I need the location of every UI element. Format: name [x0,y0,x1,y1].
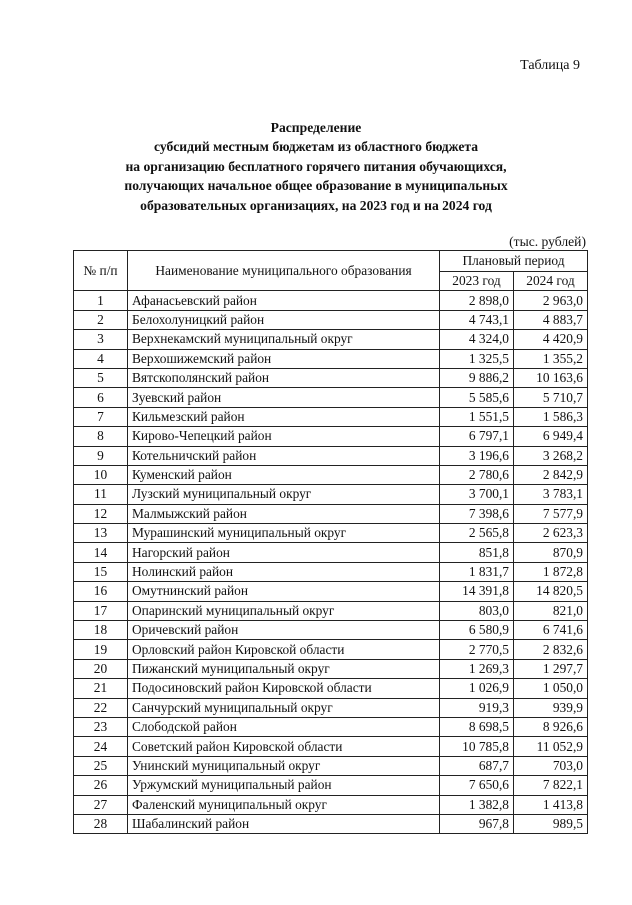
amount-2024: 939,9 [514,698,588,717]
municipality-name: Верхошижемский район [128,349,440,368]
table-row [74,601,588,620]
amount-2024: 6 949,4 [514,427,588,446]
amount-2023: 1 831,7 [440,562,514,581]
amount-2024: 2 832,6 [514,640,588,659]
row-number: 22 [74,698,128,717]
table-row [74,388,588,407]
amount-2024: 6 741,6 [514,621,588,640]
municipality-name: Кильмезский район [128,407,440,426]
municipality-name: Подосиновский район Кировской области [128,679,440,698]
municipality-name: Мурашинский муниципальный округ [128,524,440,543]
heading-line: субсидий местным бюджетам из областного бюджета [153,139,479,155]
row-number: 11 [74,485,128,504]
table-row [74,407,588,426]
row-number: 14 [74,543,128,562]
municipality-name: Советский район Кировской области [128,737,440,756]
municipality-name: Нолинский район [128,562,440,581]
amount-2023: 3 196,6 [440,446,514,465]
amount-2023: 6 580,9 [440,621,514,640]
column-header-period: Плановый период [440,251,588,272]
amount-2023: 2 898,0 [440,291,514,310]
table-row [74,679,588,698]
municipality-name: Вятскополянский район [128,368,440,387]
municipality-name: Опаринский муниципальный округ [128,601,440,620]
table-row [74,756,588,775]
row-number: 9 [74,446,128,465]
row-number: 3 [74,330,128,349]
amount-2023: 1 382,8 [440,795,514,814]
amount-2024: 989,5 [514,814,588,833]
municipality-name: Шабалинский район [128,814,440,833]
row-number: 21 [74,679,128,698]
amount-2023: 8 698,5 [440,717,514,736]
municipality-name: Оричевский район [128,621,440,640]
row-number: 26 [74,776,128,795]
amount-2024: 2 842,9 [514,465,588,484]
table-row [74,310,588,329]
row-number: 15 [74,562,128,581]
row-number: 28 [74,814,128,833]
table-row [74,659,588,678]
column-header-2023: 2023 год [440,272,514,291]
row-number: 1 [74,291,128,310]
amount-2024: 11 052,9 [514,737,588,756]
amount-2024: 10 163,6 [514,368,588,387]
amount-2024: 870,9 [514,543,588,562]
table-row [74,814,588,833]
table-row [74,524,588,543]
row-number: 7 [74,407,128,426]
amount-2023: 919,3 [440,698,514,717]
amount-2023: 10 785,8 [440,737,514,756]
municipality-name: Верхнекамский муниципальный округ [128,330,440,349]
table-row [74,368,588,387]
row-number: 19 [74,640,128,659]
amount-2023: 851,8 [440,543,514,562]
amount-2024: 4 883,7 [514,310,588,329]
amount-2023: 6 797,1 [440,427,514,446]
amount-2023: 7 650,6 [440,776,514,795]
municipality-name: Унинский муниципальный округ [128,756,440,775]
amount-2024: 821,0 [514,601,588,620]
table-row [74,776,588,795]
amount-2024: 1 297,7 [514,659,588,678]
row-number: 4 [74,349,128,368]
heading-line: Распределение [270,120,362,135]
amount-2023: 5 585,6 [440,388,514,407]
table-row [74,465,588,484]
units-note: (тыс. рублей) [509,234,586,249]
table-row [74,717,588,736]
column-header-2024: 2024 год [514,272,588,291]
municipality-name: Куменский район [128,465,440,484]
amount-2024: 7 822,1 [514,776,588,795]
row-number: 6 [74,388,128,407]
table-row [74,582,588,601]
municipality-name: Уржумский муниципальный район [128,776,440,795]
table-row [74,427,588,446]
amount-2023: 14 391,8 [440,582,514,601]
amount-2024: 8 926,6 [514,717,588,736]
amount-2024: 1 355,2 [514,349,588,368]
amount-2024: 1 050,0 [514,679,588,698]
column-header-number: № п/п [74,251,128,291]
amount-2024: 2 963,0 [514,291,588,310]
amount-2023: 687,7 [440,756,514,775]
table-row [74,330,588,349]
amount-2023: 1 551,5 [440,407,514,426]
row-number: 12 [74,504,128,523]
amount-2024: 1 413,8 [514,795,588,814]
table-row [74,795,588,814]
amount-2023: 1 269,3 [440,659,514,678]
municipality-name: Кирово-Чепецкий район [128,427,440,446]
heading-line: образовательных организациях, на 2023 год и на 2024 год [140,197,492,213]
amount-2024: 14 820,5 [514,582,588,601]
table-row [74,621,588,640]
table-header [74,251,588,291]
row-number: 13 [74,524,128,543]
table-row [74,698,588,717]
row-number: 8 [74,427,128,446]
amount-2024: 3 783,1 [514,485,588,504]
subsidy-table [73,250,588,834]
column-header-name: Наименование муниципального образования [128,251,440,291]
municipality-name: Афанасьевский район [128,291,440,310]
row-number: 16 [74,582,128,601]
table-row [74,562,588,581]
amount-2023: 4 324,0 [440,330,514,349]
table-number-label: Таблица 9 [520,58,580,73]
municipality-name: Зуевский район [128,388,440,407]
row-number: 24 [74,737,128,756]
municipality-name: Нагорский район [128,543,440,562]
table-row [74,485,588,504]
row-number: 18 [74,621,128,640]
row-number: 25 [74,756,128,775]
table-row [74,291,588,310]
amount-2023: 2 565,8 [440,524,514,543]
row-number: 5 [74,368,128,387]
amount-2023: 4 743,1 [440,310,514,329]
amount-2023: 3 700,1 [440,485,514,504]
municipality-name: Котельничский район [128,446,440,465]
amount-2023: 1 325,5 [440,349,514,368]
row-number: 27 [74,795,128,814]
amount-2024: 3 268,2 [514,446,588,465]
amount-2023: 9 886,2 [440,368,514,387]
row-number: 10 [74,465,128,484]
municipality-name: Слободской район [128,717,440,736]
amount-2024: 5 710,7 [514,388,588,407]
table-row [74,504,588,523]
table-row [74,349,588,368]
document-heading [0,118,632,215]
table-row [74,446,588,465]
row-number: 2 [74,310,128,329]
table-row [74,640,588,659]
amount-2024: 703,0 [514,756,588,775]
heading-line: на организацию бесплатного горячего питания обучающихся, [125,158,507,174]
amount-2023: 803,0 [440,601,514,620]
municipality-name: Пижанский муниципальный округ [128,659,440,678]
amount-2023: 2 770,5 [440,640,514,659]
amount-2023: 1 026,9 [440,679,514,698]
amount-2023: 7 398,6 [440,504,514,523]
amount-2024: 4 420,9 [514,330,588,349]
amount-2024: 7 577,9 [514,504,588,523]
table-row [74,737,588,756]
amount-2024: 2 623,3 [514,524,588,543]
municipality-name: Малмыжский район [128,504,440,523]
amount-2024: 1 586,3 [514,407,588,426]
amount-2023: 967,8 [440,814,514,833]
municipality-name: Белохолуницкий район [128,310,440,329]
municipality-name: Орловский район Кировской области [128,640,440,659]
table-body [74,291,588,834]
heading-line: получающих начальное общее образование в муниципальных [124,178,508,194]
municipality-name: Лузский муниципальный округ [128,485,440,504]
amount-2023: 2 780,6 [440,465,514,484]
municipality-name: Омутнинский район [128,582,440,601]
municipality-name: Санчурский муниципальный округ [128,698,440,717]
row-number: 23 [74,717,128,736]
table-row [74,543,588,562]
municipality-name: Фаленский муниципальный округ [128,795,440,814]
row-number: 17 [74,601,128,620]
amount-2024: 1 872,8 [514,562,588,581]
row-number: 20 [74,659,128,678]
